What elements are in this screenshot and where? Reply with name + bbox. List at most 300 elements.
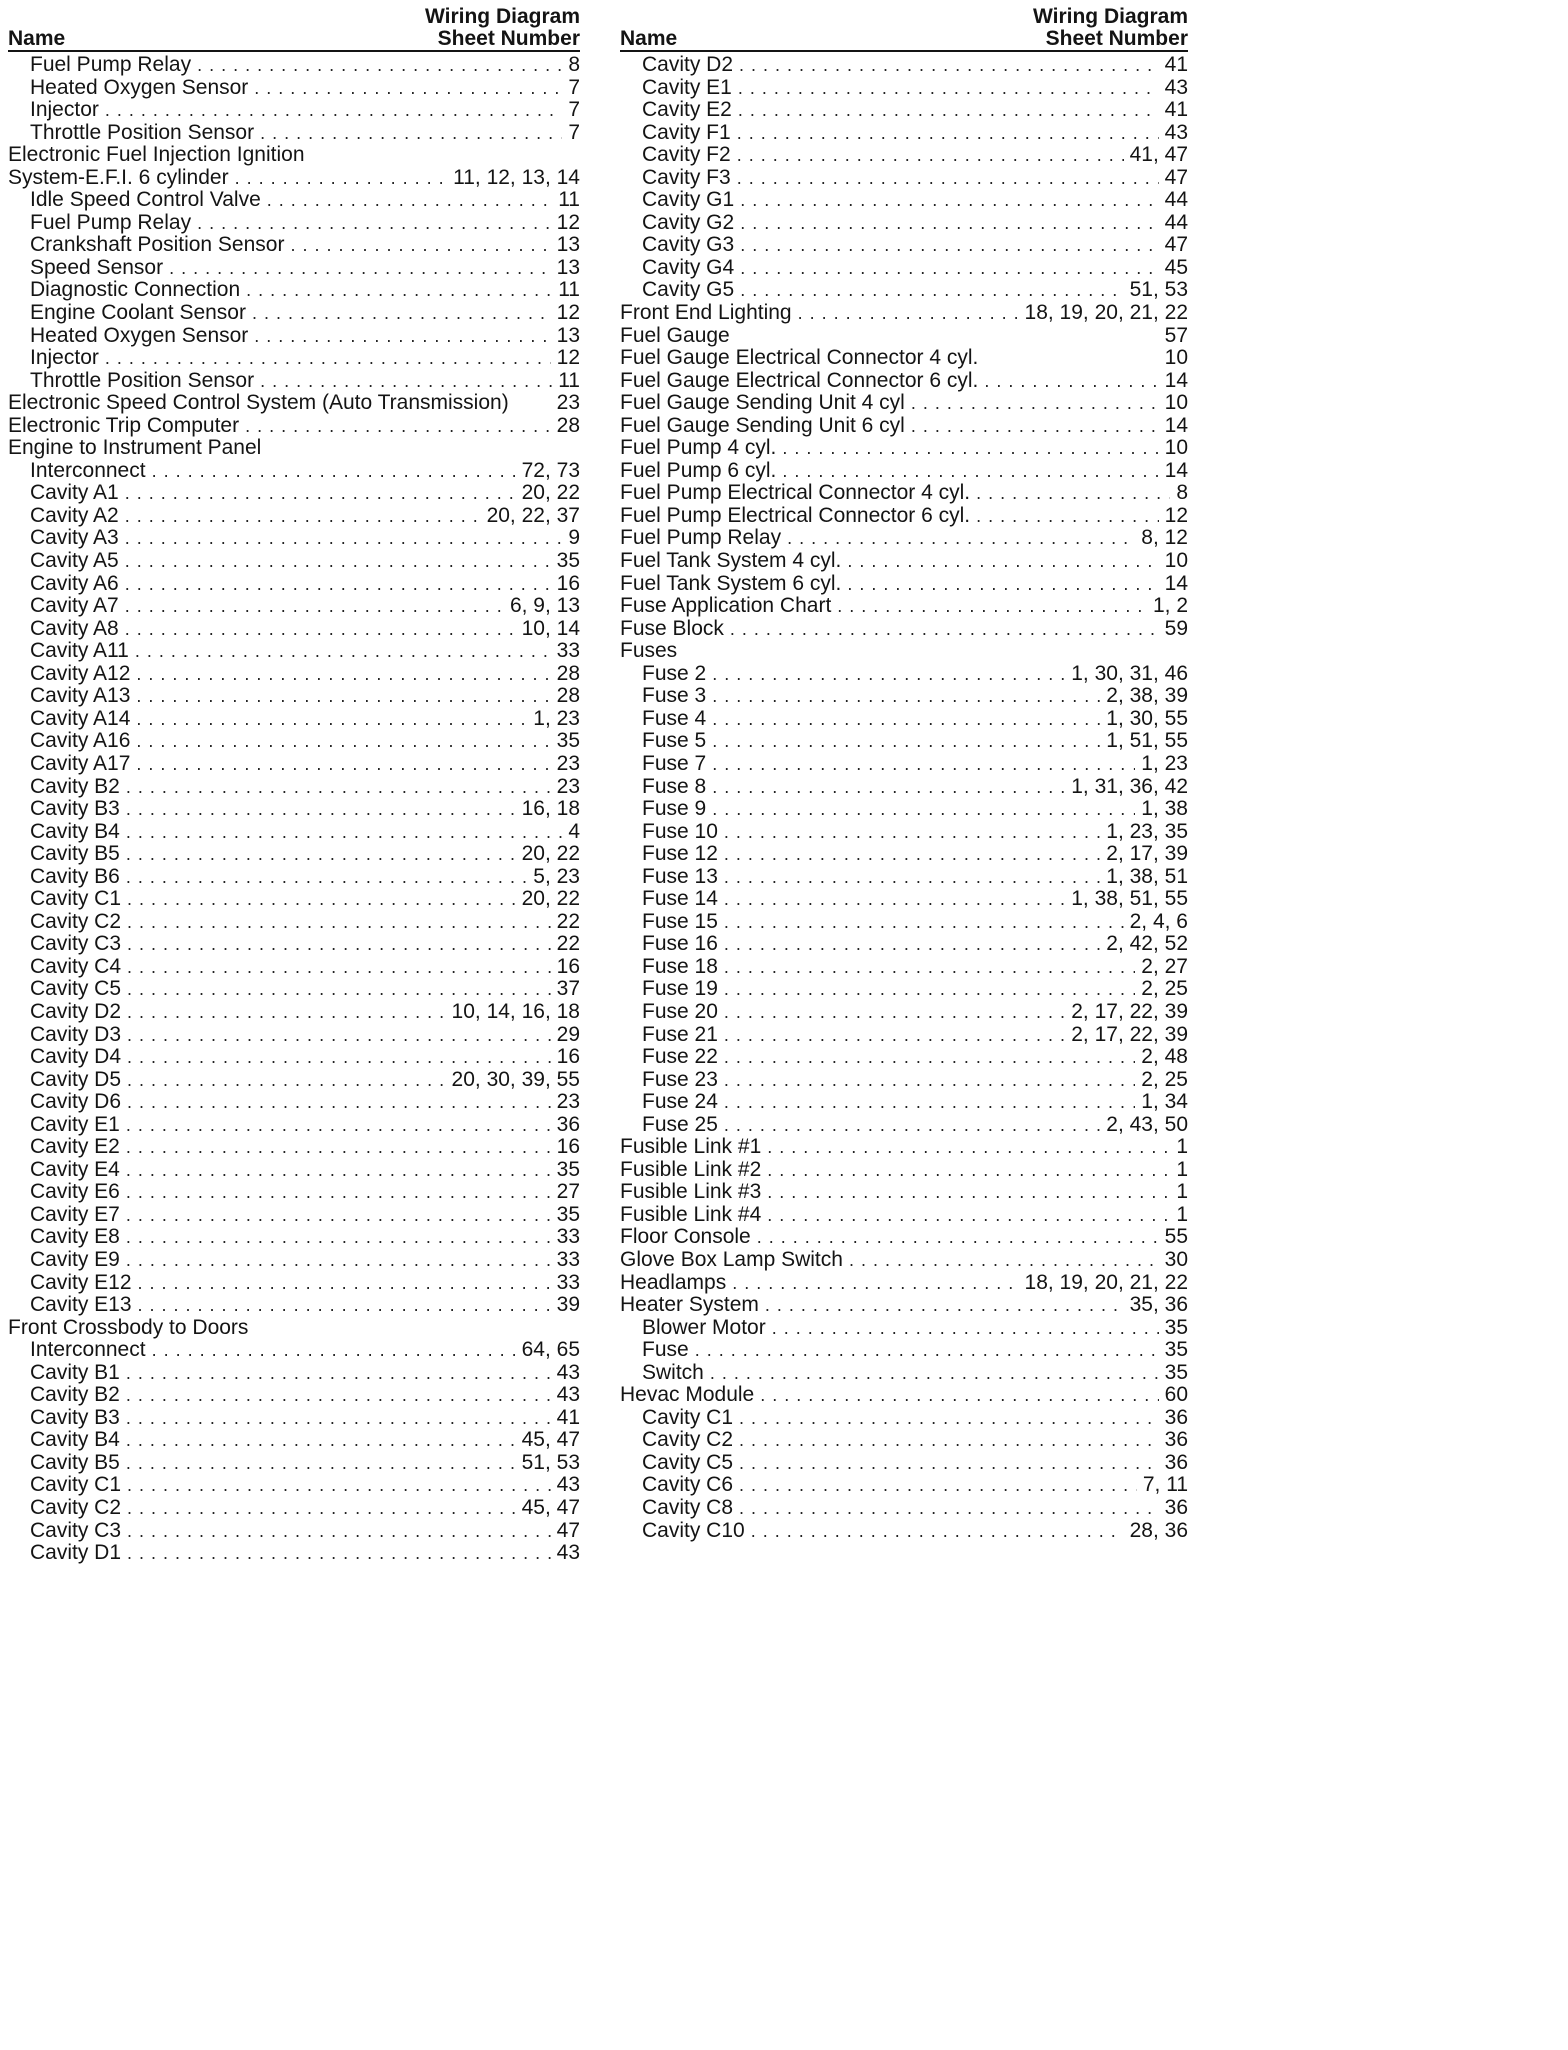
- entry-sheet-numbers: 12: [556, 347, 580, 370]
- entry-name: Cavity E6: [30, 1181, 120, 1204]
- index-entry: [620, 189, 1188, 212]
- entry-name: Idle Speed Control Valve: [30, 189, 261, 212]
- index-entry: [620, 663, 1188, 686]
- entry-name: Cavity D5: [30, 1068, 122, 1091]
- index-entry: [620, 1474, 1188, 1497]
- entry-name: Cavity C5: [642, 1451, 734, 1474]
- entry-sheet-numbers: 7: [568, 99, 580, 122]
- entry-name: Throttle Position Sensor: [30, 369, 255, 392]
- entry-name: Fuel Gauge Sending Unit 6 cyl: [620, 414, 905, 437]
- index-entry: [8, 1429, 580, 1452]
- sheet-number-column-heading: [425, 6, 580, 50]
- entry-sheet-numbers: 47: [1164, 234, 1188, 257]
- entry-name: Cavity B2: [30, 775, 120, 798]
- dot-leader: [136, 753, 550, 776]
- index-entry: [620, 956, 1188, 979]
- index-entry: [8, 279, 580, 302]
- entry-name: Cavity C10: [642, 1519, 745, 1542]
- entry-name: Fuse: [642, 1339, 689, 1362]
- entry-sheet-numbers: 41, 47: [1129, 144, 1188, 167]
- entry-sheet-numbers: 2, 25: [1141, 978, 1188, 1001]
- entry-sheet-numbers: 60: [1164, 1384, 1188, 1407]
- entry-name: Cavity E4: [30, 1158, 120, 1181]
- index-entry: [620, 1429, 1188, 1452]
- dot-leader: [126, 866, 527, 889]
- entry-sheet-numbers: 10: [1164, 347, 1188, 370]
- entry-sheet-numbers: 44: [1164, 189, 1188, 212]
- entry-sheet-numbers: 33: [556, 1248, 580, 1271]
- entry-name: Fusible Link #1: [620, 1136, 762, 1159]
- index-entry: [8, 505, 580, 528]
- entry-name: Cavity D4: [30, 1046, 122, 1069]
- index-entry: [8, 1452, 580, 1475]
- entry-name: Heated Oxygen Sensor: [30, 76, 249, 99]
- index-entry: [620, 1091, 1188, 1114]
- entry-name: Cavity A5: [30, 550, 119, 573]
- index-entry: [8, 437, 580, 460]
- entry-sheet-numbers: 28, 36: [1129, 1519, 1188, 1542]
- entry-sheet-numbers: 51, 53: [521, 1451, 580, 1474]
- index-entry: [620, 437, 1188, 460]
- index-entry: [620, 1136, 1188, 1159]
- entry-sheet-numbers: 11: [558, 279, 580, 302]
- entry-name: Cavity C2: [30, 1497, 122, 1519]
- dot-leader: [126, 843, 516, 866]
- dot-leader: [740, 234, 1158, 257]
- entry-sheet-numbers: 16: [556, 1046, 580, 1069]
- entry-name: Cavity E2: [642, 99, 732, 122]
- entry-sheet-numbers: 8: [568, 54, 580, 76]
- index-entry: [620, 279, 1188, 302]
- dot-leader: [105, 99, 562, 122]
- entry-name: Fuse 14: [642, 888, 718, 911]
- entry-sheet-numbers: 11: [558, 369, 580, 392]
- entry-name: Cavity A1: [30, 482, 119, 505]
- entry-sheet-numbers: 4: [568, 820, 580, 843]
- dot-leader: [127, 978, 551, 1001]
- entry-name: Cavity A3: [30, 527, 119, 550]
- index-entry: [8, 1362, 580, 1385]
- entry-name: Fuse 15: [642, 910, 718, 933]
- entry-sheet-numbers: 33: [556, 1271, 580, 1294]
- index-entry: [620, 1046, 1188, 1069]
- index-entry: [8, 843, 580, 866]
- dot-leader: [126, 1362, 551, 1385]
- index-entry: [620, 685, 1188, 708]
- entry-name: Engine to Instrument Panel: [8, 437, 262, 460]
- entry-name: Cavity E2: [30, 1136, 120, 1159]
- entry-sheet-numbers: 35: [556, 550, 580, 573]
- entry-name: Cavity D1: [30, 1542, 122, 1565]
- entry-name: Front End Lighting: [620, 302, 792, 325]
- index-entry: [620, 1407, 1188, 1430]
- entry-sheet-numbers: 1: [1176, 1203, 1188, 1226]
- dot-leader: [712, 663, 1065, 686]
- entry-name: Cavity A16: [30, 730, 131, 753]
- entry-sheet-numbers: 35, 36: [1129, 1294, 1188, 1317]
- name-column-heading: Name: [8, 27, 66, 50]
- entry-sheet-numbers: 7: [568, 121, 580, 144]
- entry-name: Cavity A11: [30, 640, 129, 663]
- index-entry: [620, 54, 1188, 77]
- entry-sheet-numbers: 57: [1164, 324, 1188, 347]
- index-entry: [8, 527, 580, 550]
- entry-name: Cavity A14: [30, 707, 131, 730]
- dot-leader: [724, 933, 1100, 956]
- entry-name: Speed Sensor: [30, 256, 164, 279]
- entry-name: Cavity B3: [30, 1406, 120, 1429]
- dot-leader: [724, 1069, 1135, 1092]
- dot-leader: [126, 1249, 551, 1272]
- dot-leader: [125, 505, 481, 528]
- entry-sheet-numbers: 43: [1164, 121, 1188, 144]
- index-entry: [8, 325, 580, 348]
- dot-leader: [136, 685, 550, 708]
- entry-sheet-numbers: 1, 31, 36, 42: [1071, 775, 1188, 798]
- entry-name: Cavity F2: [642, 144, 731, 167]
- dot-leader: [126, 1181, 551, 1204]
- entry-name: Injector: [30, 347, 99, 370]
- dot-leader: [740, 257, 1158, 280]
- dot-leader: [738, 77, 1159, 100]
- entry-name: Fuse 9: [642, 798, 707, 821]
- index-entry: [8, 1249, 580, 1272]
- index-entry: [620, 1204, 1188, 1227]
- dot-leader: [126, 1114, 551, 1137]
- dot-leader: [712, 798, 1135, 821]
- entry-name: Engine Coolant Sensor: [30, 302, 246, 325]
- entry-name: Electronic Speed Control System (Auto Transmission): [8, 392, 509, 415]
- right-entries-list: [620, 54, 1188, 1542]
- heading-line-sheet-number: Sheet Number: [437, 27, 580, 50]
- dot-leader: [712, 685, 1100, 708]
- index-entry: [8, 1542, 580, 1565]
- dot-leader: [126, 798, 516, 821]
- dot-leader: [127, 1542, 551, 1565]
- dot-leader: [125, 550, 551, 573]
- index-entry: [620, 1272, 1188, 1295]
- entry-name: Cavity A6: [30, 572, 119, 595]
- entry-sheet-numbers: 2, 17, 22, 39: [1071, 1023, 1188, 1046]
- heading-line-sheet-number: Sheet Number: [1045, 27, 1188, 50]
- index-entry: [8, 1159, 580, 1182]
- index-entry: [620, 550, 1188, 573]
- dot-leader: [767, 1136, 1170, 1159]
- index-entry: [620, 505, 1188, 528]
- entry-name: Cavity B5: [30, 1451, 120, 1474]
- index-entry: [620, 573, 1188, 596]
- entry-sheet-numbers: 22: [556, 933, 580, 956]
- entry-name: Cavity A13: [30, 685, 131, 708]
- entry-sheet-numbers: 2, 48: [1141, 1046, 1188, 1069]
- index-entry: [8, 550, 580, 573]
- entry-sheet-numbers: 29: [556, 1023, 580, 1046]
- dot-leader: [254, 77, 562, 100]
- entry-sheet-numbers: 1: [1176, 1158, 1188, 1181]
- dot-leader: [245, 415, 551, 438]
- entry-name: Fuse 2: [642, 662, 707, 685]
- index-entry: [620, 1226, 1188, 1249]
- entry-name: Cavity C2: [642, 1429, 734, 1452]
- dot-leader: [127, 1091, 551, 1114]
- dot-leader: [127, 1520, 551, 1543]
- entry-name: Cavity B1: [30, 1361, 120, 1384]
- index-entry: [620, 1001, 1188, 1024]
- entry-sheet-numbers: 35: [1164, 1339, 1188, 1362]
- entry-sheet-numbers: 1, 38, 51, 55: [1071, 888, 1188, 911]
- entry-sheet-numbers: 8, 12: [1141, 527, 1188, 550]
- index-entry: [8, 415, 580, 438]
- dot-leader: [737, 144, 1124, 167]
- dot-leader: [126, 1159, 551, 1182]
- entry-sheet-numbers: 33: [556, 1226, 580, 1249]
- entry-sheet-numbers: 6, 9, 13: [509, 595, 580, 618]
- entry-sheet-numbers: 2, 25: [1141, 1068, 1188, 1091]
- entry-sheet-numbers: 36: [1164, 1406, 1188, 1429]
- entry-name: Cavity C1: [30, 1474, 122, 1497]
- entry-name: Fuse Application Chart: [620, 595, 832, 618]
- index-entry: [620, 911, 1188, 934]
- entry-sheet-numbers: 11, 12, 13, 14: [453, 166, 580, 189]
- dot-leader: [152, 1339, 516, 1362]
- dot-leader: [724, 843, 1100, 866]
- entry-name: Cavity G1: [642, 189, 735, 212]
- entry-name: Cavity F3: [642, 166, 731, 189]
- index-entry: [620, 1520, 1188, 1543]
- entry-sheet-numbers: 33: [556, 640, 580, 663]
- right-index-column: [620, 4, 1188, 1542]
- index-entry: [8, 370, 580, 393]
- entry-name: Cavity E1: [642, 76, 732, 99]
- entry-sheet-numbers: 45, 47: [521, 1429, 580, 1452]
- entry-sheet-numbers: 47: [1164, 166, 1188, 189]
- dot-leader: [136, 730, 550, 753]
- entry-sheet-numbers: 35: [556, 730, 580, 753]
- dot-leader: [751, 1520, 1124, 1543]
- dot-leader: [125, 482, 516, 505]
- entry-name: Interconnect: [30, 1339, 146, 1362]
- index-entry: [620, 1384, 1188, 1407]
- dot-leader: [126, 1136, 551, 1159]
- entry-name: Crankshaft Position Sensor: [30, 234, 285, 257]
- entry-sheet-numbers: 43: [556, 1361, 580, 1384]
- column-header: [8, 4, 580, 50]
- dot-leader: [782, 437, 1158, 460]
- dot-leader: [737, 167, 1159, 190]
- entry-name: Fuel Gauge Sending Unit 4 cyl: [620, 392, 905, 415]
- index-entry: [620, 460, 1188, 483]
- entry-name: Cavity C6: [642, 1474, 734, 1497]
- index-entry: [620, 1294, 1188, 1317]
- entry-name: Fuses: [620, 640, 678, 663]
- entry-sheet-numbers: 37: [556, 978, 580, 1001]
- dot-leader: [126, 1452, 516, 1475]
- index-entry: [620, 325, 1188, 348]
- dot-leader: [724, 1114, 1100, 1137]
- entry-name: Cavity E1: [30, 1113, 120, 1136]
- dot-leader: [976, 482, 1170, 505]
- index-entry: [8, 866, 580, 889]
- dot-leader: [724, 1001, 1065, 1024]
- entry-sheet-numbers: 2, 38, 39: [1106, 685, 1188, 708]
- index-entry: [8, 573, 580, 596]
- entry-sheet-numbers: 7, 11: [1142, 1474, 1188, 1497]
- entry-sheet-numbers: 22: [556, 910, 580, 933]
- index-entry: [620, 1497, 1188, 1520]
- entry-name: Blower Motor: [642, 1316, 766, 1339]
- entry-name: Fuel Pump Relay: [620, 527, 782, 550]
- dot-leader: [724, 956, 1135, 979]
- dot-leader: [252, 302, 551, 325]
- entry-sheet-numbers: 51, 53: [1129, 279, 1188, 302]
- index-entry: [8, 144, 580, 167]
- dot-leader: [125, 573, 551, 596]
- entry-sheet-numbers: 44: [1164, 211, 1188, 234]
- entry-sheet-numbers: 12: [556, 211, 580, 234]
- entry-sheet-numbers: 36: [1164, 1429, 1188, 1452]
- index-entry: [620, 1339, 1188, 1362]
- dot-leader: [126, 1226, 551, 1249]
- entry-name: Fuse 7: [642, 752, 707, 775]
- index-entry: [8, 595, 580, 618]
- dot-leader: [136, 663, 550, 686]
- index-entry: [8, 234, 580, 257]
- index-entry: [620, 347, 1188, 370]
- index-entry: [620, 392, 1188, 415]
- index-entry: [8, 1520, 580, 1543]
- header-rule: [8, 50, 580, 52]
- entry-name: Cavity B5: [30, 843, 120, 866]
- entry-sheet-numbers: 8: [1176, 482, 1188, 505]
- entry-name: Floor Console: [620, 1226, 751, 1249]
- entry-name: Cavity A2: [30, 504, 119, 527]
- dot-leader: [724, 1046, 1135, 1069]
- dot-leader: [767, 1159, 1170, 1182]
- entry-name: Fuel Pump 4 cyl.: [620, 437, 777, 460]
- entry-sheet-numbers: 1, 23: [1141, 752, 1188, 775]
- entry-sheet-numbers: 36: [1164, 1451, 1188, 1474]
- entry-sheet-numbers: 41: [1164, 54, 1188, 76]
- entry-sheet-numbers: 35: [556, 1158, 580, 1181]
- dot-leader: [782, 460, 1158, 483]
- index-entry: [8, 1046, 580, 1069]
- heading-line-wiring-diagram: Wiring Diagram: [1033, 5, 1188, 28]
- entry-sheet-numbers: 16, 18: [521, 798, 580, 821]
- dot-leader: [125, 527, 563, 550]
- entry-sheet-numbers: 16: [556, 955, 580, 978]
- entry-sheet-numbers: 28: [556, 662, 580, 685]
- dot-leader: [695, 1339, 1159, 1362]
- index-entry: [620, 1024, 1188, 1047]
- entry-sheet-numbers: 43: [556, 1542, 580, 1565]
- index-entry: [620, 1452, 1188, 1475]
- dot-leader: [757, 1226, 1159, 1249]
- entry-sheet-numbers: 1, 38, 51: [1106, 865, 1188, 888]
- index-entry: [620, 1114, 1188, 1137]
- entry-name: Fusible Link #3: [620, 1181, 762, 1204]
- entry-sheet-numbers: 10, 14: [521, 617, 580, 640]
- entry-name: Fuel Gauge Electrical Connector 6 cyl.: [620, 369, 979, 392]
- entry-sheet-numbers: 23: [556, 1091, 580, 1114]
- name-column-heading: Name: [620, 27, 678, 50]
- entry-name: Injector: [30, 99, 99, 122]
- index-entry: [620, 978, 1188, 1001]
- dot-leader: [126, 1384, 551, 1407]
- dot-leader: [732, 1272, 1018, 1295]
- entry-name: Fuse 16: [642, 933, 718, 956]
- entry-sheet-numbers: 13: [556, 234, 580, 257]
- entry-name: Fuse 13: [642, 865, 718, 888]
- entry-sheet-numbers: 36: [556, 1113, 580, 1136]
- entry-name: Fuel Pump Relay: [30, 54, 192, 76]
- index-entry: [8, 1339, 580, 1362]
- entry-sheet-numbers: 10: [1164, 437, 1188, 460]
- entry-name: Cavity E9: [30, 1248, 120, 1271]
- dot-leader: [246, 279, 552, 302]
- entry-sheet-numbers: 12: [1164, 504, 1188, 527]
- index-entry: [620, 527, 1188, 550]
- index-entry: [8, 212, 580, 235]
- dot-leader: [739, 1407, 1159, 1430]
- entry-sheet-numbers: 20, 30, 39, 55: [451, 1068, 580, 1091]
- entry-name: Fuel Pump Relay: [30, 211, 192, 234]
- dot-leader: [724, 978, 1135, 1001]
- dot-leader: [724, 911, 1124, 934]
- entry-name: Cavity C3: [30, 1519, 122, 1542]
- header-rule: [620, 50, 1188, 52]
- entry-name: Heated Oxygen Sensor: [30, 324, 249, 347]
- dot-leader: [739, 1474, 1137, 1497]
- entry-sheet-numbers: 41: [1164, 99, 1188, 122]
- index-entry: [8, 821, 580, 844]
- entry-name: Cavity G3: [642, 234, 735, 257]
- entry-name: Cavity D3: [30, 1023, 122, 1046]
- entry-name: Cavity B4: [30, 1429, 120, 1452]
- dot-leader: [126, 776, 551, 799]
- entry-sheet-numbers: 5, 23: [533, 865, 580, 888]
- index-entry: [8, 302, 580, 325]
- entry-sheet-numbers: 28: [556, 685, 580, 708]
- dot-leader: [760, 1384, 1158, 1407]
- entry-name: Cavity A17: [30, 752, 131, 775]
- index-entry: [620, 821, 1188, 844]
- entry-sheet-numbers: 47: [556, 1519, 580, 1542]
- index-entry: [8, 1204, 580, 1227]
- entry-sheet-numbers: 16: [556, 1136, 580, 1159]
- dot-leader: [767, 1204, 1170, 1227]
- index-entry: [8, 77, 580, 100]
- dot-leader: [767, 1181, 1170, 1204]
- entry-sheet-numbers: 1, 34: [1141, 1091, 1188, 1114]
- index-entry: [8, 347, 580, 370]
- index-entry: [8, 663, 580, 686]
- entry-sheet-numbers: 27: [556, 1181, 580, 1204]
- dot-leader: [267, 189, 552, 212]
- entry-sheet-numbers: 12: [556, 302, 580, 325]
- entry-name: Switch: [642, 1361, 704, 1384]
- dot-leader: [169, 257, 551, 280]
- index-entry: [620, 798, 1188, 821]
- entry-sheet-numbers: 23: [556, 392, 580, 415]
- entry-name: Cavity F1: [642, 121, 731, 144]
- entry-sheet-numbers: 11: [558, 189, 580, 212]
- index-entry: [620, 1249, 1188, 1272]
- dot-leader: [712, 730, 1100, 753]
- entry-sheet-numbers: 18, 19, 20, 21, 22: [1024, 1271, 1188, 1294]
- entry-name: Cavity A12: [30, 662, 131, 685]
- dot-leader: [290, 234, 550, 257]
- entry-sheet-numbers: 10: [1164, 392, 1188, 415]
